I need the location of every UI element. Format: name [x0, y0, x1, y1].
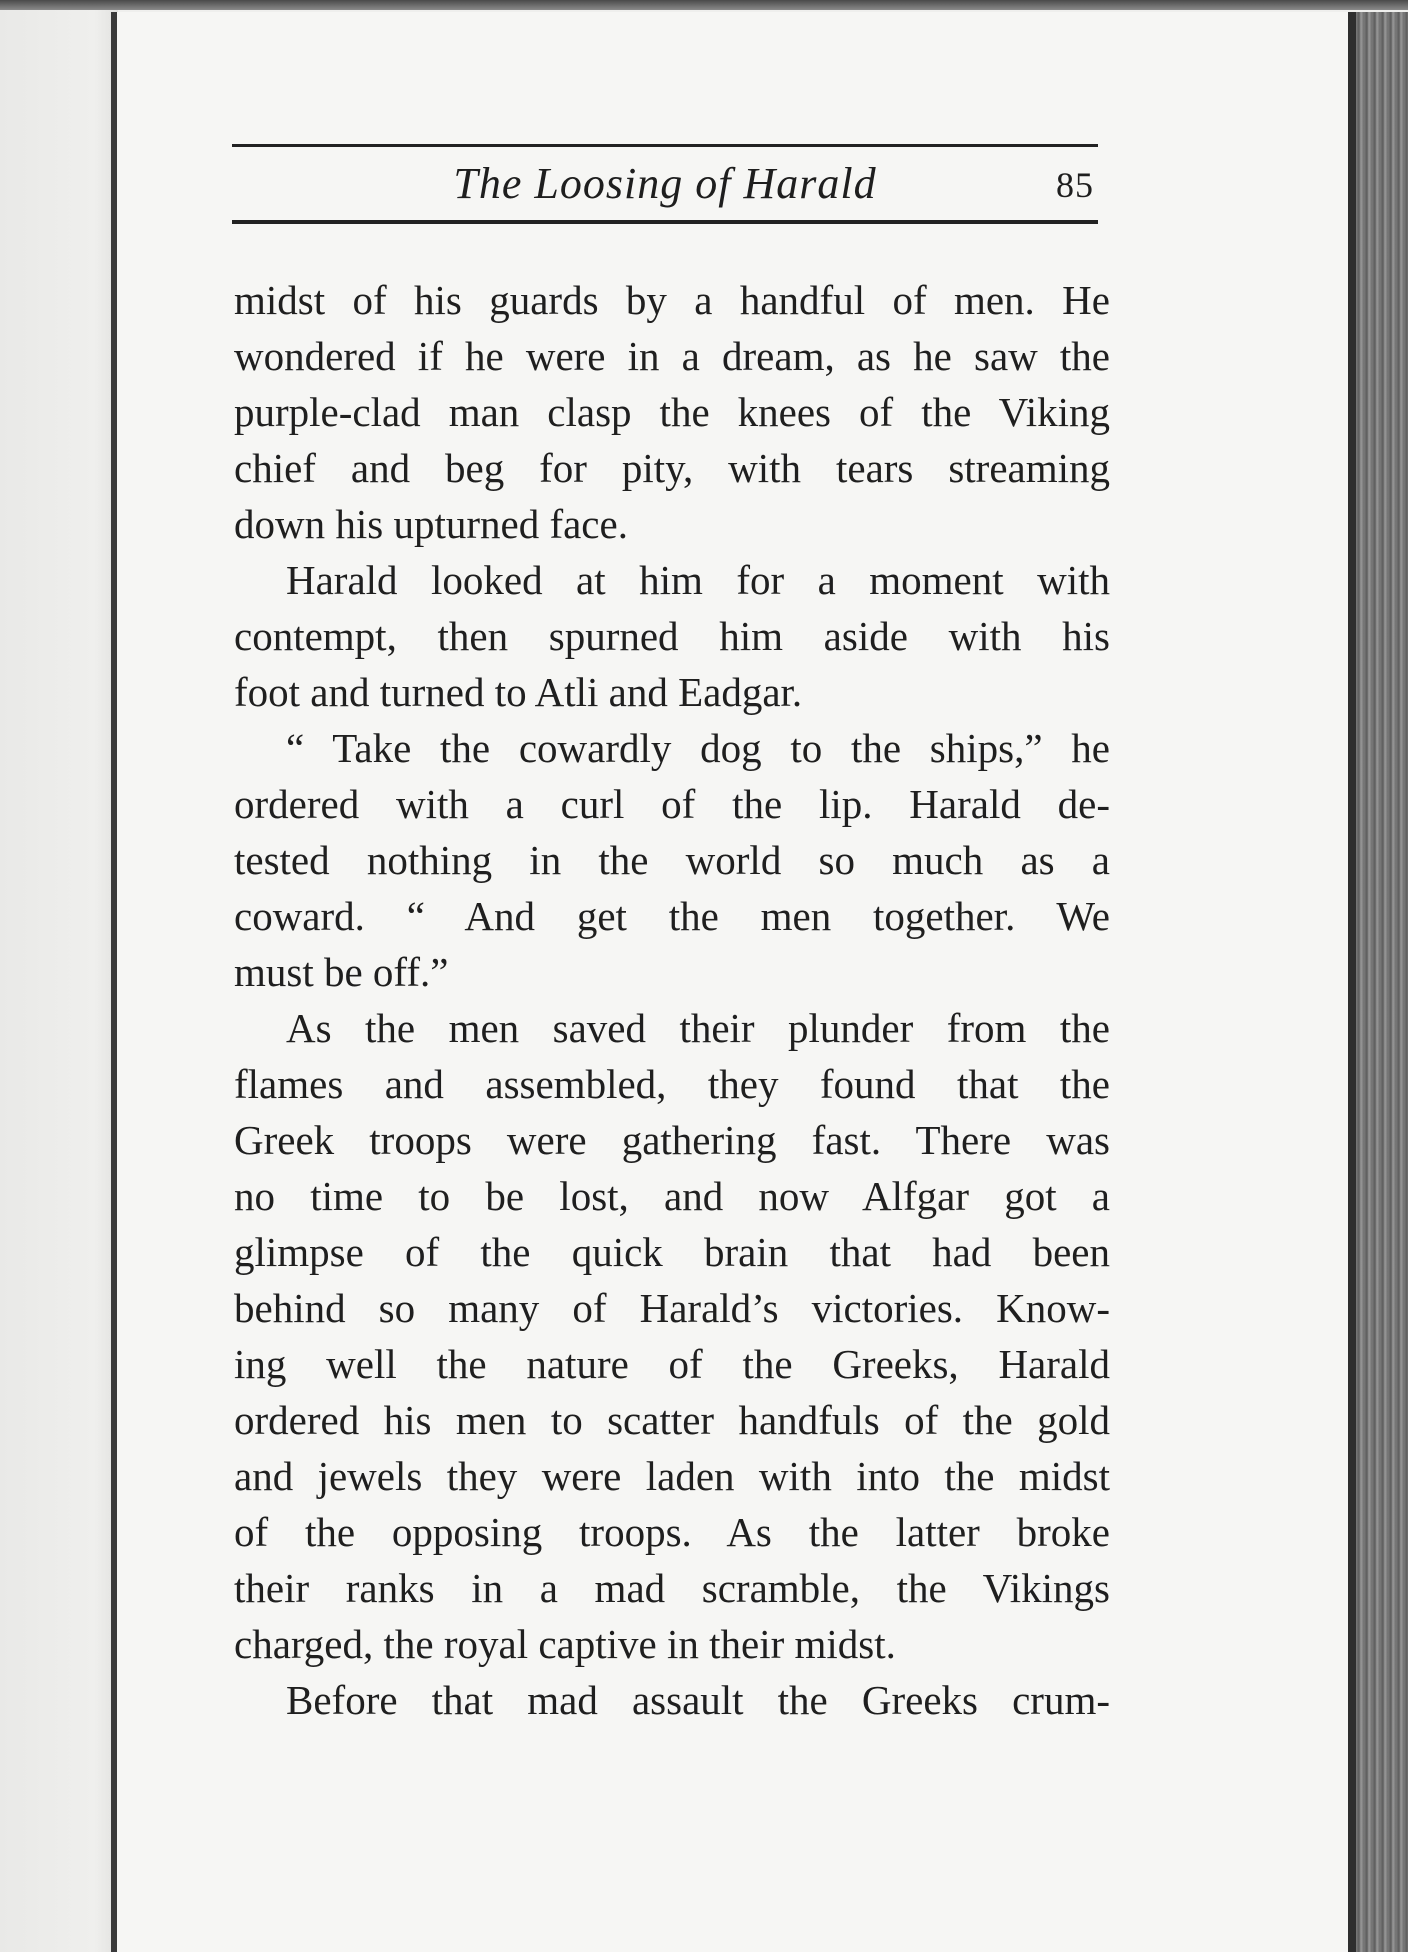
body-text	[234, 272, 1110, 1728]
text-line: ordered his men to scatter handfuls of the gold	[234, 1397, 1110, 1443]
text-line: flames and assembled, they found that the	[234, 1061, 1110, 1107]
text-line: wondered if he were in a dream, as he saw the	[234, 333, 1110, 379]
paragraph	[234, 272, 1110, 552]
running-head	[232, 152, 1098, 214]
facing-page-edge	[0, 0, 118, 1952]
paragraph	[234, 552, 1110, 720]
text-line: chief and beg for pity, with tears streaming	[234, 445, 1110, 491]
text-line: midst of his guards by a handful of men. He	[234, 277, 1110, 323]
text-line: down his upturned face.	[234, 501, 628, 547]
text-line: Harald looked at him for a moment with	[286, 557, 1110, 603]
header-rule-bottom	[232, 220, 1098, 224]
scan-top-shadow	[0, 0, 1408, 10]
text-line: no time to be lost, and now Alfgar got a	[234, 1173, 1110, 1219]
paragraph	[234, 1672, 1110, 1728]
text-line: As the men saved their plunder from the	[286, 1005, 1110, 1051]
text-line: their ranks in a mad scramble, the Vikings	[234, 1565, 1110, 1611]
text-line: ing well the nature of the Greeks, Harald	[234, 1341, 1110, 1387]
text-line: purple-clad man clasp the knees of the Viking	[234, 389, 1110, 435]
text-line: contempt, then spurned him aside with his	[234, 613, 1110, 659]
page-stack-edge	[1348, 12, 1408, 1952]
text-line: must be off.”	[234, 949, 449, 995]
text-line: “ Take the cowardly dog to the ships,” he	[286, 725, 1110, 771]
text-line: Before that mad assault the Greeks crum-	[286, 1677, 1110, 1723]
text-line: Greek troops were gathering fast. There was	[234, 1117, 1110, 1163]
text-line: and jewels they were laden with into the midst	[234, 1453, 1110, 1499]
running-title: The Loosing of Harald	[453, 159, 877, 208]
text-line: foot and turned to Atli and Eadgar.	[234, 669, 803, 715]
text-line: behind so many of Harald’s victories. Know-	[234, 1285, 1110, 1331]
text-line: coward. “ And get the men together. We	[234, 893, 1110, 939]
page-number: 85	[1056, 165, 1094, 205]
text-line: charged, the royal captive in their midst.	[234, 1621, 896, 1667]
header-rule-top	[232, 144, 1098, 147]
paragraph	[234, 1000, 1110, 1672]
paragraph	[234, 720, 1110, 1000]
text-line: tested nothing in the world so much as a	[234, 837, 1110, 883]
page-stack-border	[1348, 12, 1356, 1952]
text-line: ordered with a curl of the lip. Harald de-	[234, 781, 1110, 827]
text-line: glimpse of the quick brain that had been	[234, 1229, 1110, 1275]
text-line: of the opposing troops. As the latter broke	[234, 1509, 1110, 1555]
